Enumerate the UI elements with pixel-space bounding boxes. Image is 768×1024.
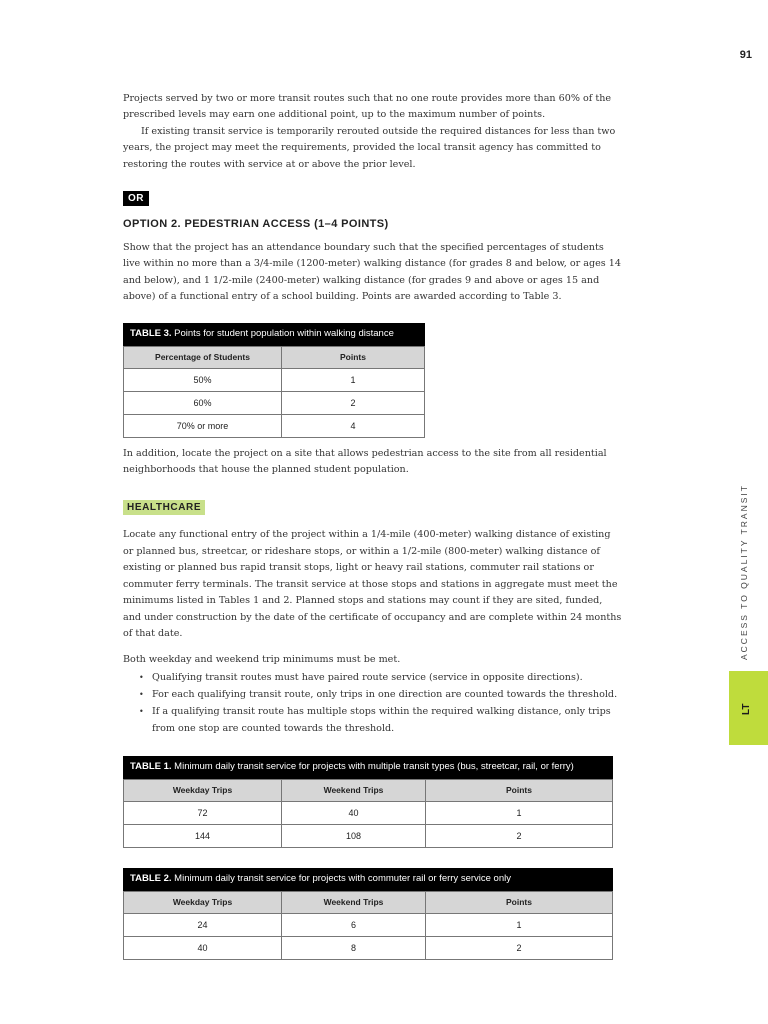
- table-row: [124, 913, 613, 936]
- table-cell: 40: [124, 936, 282, 959]
- table-cell: 60%: [124, 391, 282, 414]
- page-content: [123, 91, 623, 960]
- option-2-heading: OPTION 2. PEDESTRIAN ACCESS (1–4 POINTS): [123, 218, 389, 231]
- table-cell: 70% or more: [124, 414, 282, 437]
- table-3-header-row: [124, 346, 425, 368]
- table-cell: 2: [426, 824, 613, 847]
- table-3-followup: In addition, locate the project on a site that allows pedestrian access to the site from all residential neighborhoods that house the planned student population.: [123, 447, 607, 476]
- table-row: [124, 801, 613, 824]
- healthcare-lead: Both weekday and weekend trip minimums must be met.: [123, 654, 401, 666]
- table-row: [124, 936, 613, 959]
- table-cell: 2: [426, 936, 613, 959]
- table-2-label: TABLE 2.: [130, 872, 172, 884]
- or-badge: OR: [123, 191, 149, 206]
- table-1-label: TABLE 1.: [130, 760, 172, 772]
- table-3-title: Points for student population within walking distance: [174, 327, 394, 339]
- table-1-col-weekend: Weekend Trips: [282, 779, 426, 801]
- table-1-col-points: Points: [426, 779, 613, 801]
- table-row: [124, 414, 425, 437]
- table-2-col-points: Points: [426, 891, 613, 913]
- table-cell: 8: [282, 936, 426, 959]
- table-row: [124, 391, 425, 414]
- table-cell: 40: [282, 801, 426, 824]
- table-cell: 144: [124, 824, 282, 847]
- chapter-tab-label: LT: [741, 703, 752, 715]
- table-3-caption: [123, 323, 425, 346]
- table-row: [124, 824, 613, 847]
- table-cell: 6: [282, 913, 426, 936]
- table-3-col-points: Points: [282, 346, 425, 368]
- table-cell: 50%: [124, 368, 282, 391]
- list-item: • Qualifying transit routes must have paired route service (service in opposite directions).: [139, 669, 623, 686]
- table-2-col-weekday: Weekday Trips: [124, 891, 282, 913]
- option-2-body: Show that the project has an attendance boundary such that the specified percentages of students live within no more than a 3/4-mile (1200-meter) walking distance (for grades 8 and below, or ages 14 and below), and 1 1/2-mile (2400-meter) walking distance (for grades 9 and above or ages 15 and above) of a functional entry of a school building. Points are awarded according to Table 3.: [123, 242, 621, 303]
- table-2-header-row: [124, 891, 613, 913]
- table-cell: 4: [282, 414, 425, 437]
- healthcare-badge: HEALTHCARE: [123, 500, 205, 515]
- healthcare-heading: [123, 495, 623, 515]
- table-2: [123, 868, 613, 960]
- table-2-caption: [123, 868, 613, 891]
- table-1-title: Minimum daily transit service for projects with multiple transit types (bus, streetcar, rail, or ferry): [174, 760, 574, 772]
- table-1: [123, 756, 613, 848]
- table-1-caption: [123, 756, 613, 779]
- page-number: 91: [739, 49, 752, 61]
- list-item: • If a qualifying transit route has multiple stops within the required walking distance, only trips from one stop are counted towards the threshold.: [139, 703, 623, 737]
- table-cell: 24: [124, 913, 282, 936]
- intro-paragraph-2: If existing transit service is temporarily rerouted outside the required distances for less than two years, the project may meet the requirements, provided the local transit agency has committed to restoring the routes with service at or above the prior level.: [123, 125, 616, 170]
- table-cell: 108: [282, 824, 426, 847]
- table-3-col-percentage: Percentage of Students: [124, 346, 282, 368]
- table-3: [123, 323, 425, 438]
- healthcare-body: Locate any functional entry of the project within a 1/4-mile (400-meter) walking distance of existing or planned bus, streetcar, or rideshare stops, or within a 1/2-mile (800-meter) walking distance of existing or planned bus rapid transit stops, light or heavy rail stations, commuter rail stations or commuter ferry terminals. The transit service at those stops and stations in aggregate must meet the minimums listed in Tables 1 and 2. Planned stops and stations may count if they are sited, funded, and under construction by the date of the certificate of occupancy and are complete within 24 months of that date.: [123, 529, 622, 639]
- table-row: [124, 368, 425, 391]
- table-1-col-weekday: Weekday Trips: [124, 779, 282, 801]
- table-cell: 1: [426, 801, 613, 824]
- intro-paragraph-1: Projects served by two or more transit routes such that no one route provides more than 60% of the prescribed levels may earn one additional point, up to the maximum number of points.: [123, 93, 612, 121]
- table-1-header-row: [124, 779, 613, 801]
- list-item: • For each qualifying transit route, only trips in one direction are counted towards the threshold.: [139, 686, 623, 703]
- table-cell: 72: [124, 801, 282, 824]
- table-2-col-weekend: Weekend Trips: [282, 891, 426, 913]
- table-cell: 2: [282, 391, 425, 414]
- table-cell: 1: [282, 368, 425, 391]
- or-divider: [123, 186, 623, 206]
- table-2-title: Minimum daily transit service for projects with commuter rail or ferry service only: [174, 872, 511, 884]
- requirements-list: [139, 669, 623, 737]
- section-title-vertical: ACCESS TO QUALITY TRANSIT: [739, 484, 749, 660]
- table-cell: 1: [426, 913, 613, 936]
- chapter-tab: [729, 671, 768, 745]
- table-3-label: TABLE 3.: [130, 327, 172, 339]
